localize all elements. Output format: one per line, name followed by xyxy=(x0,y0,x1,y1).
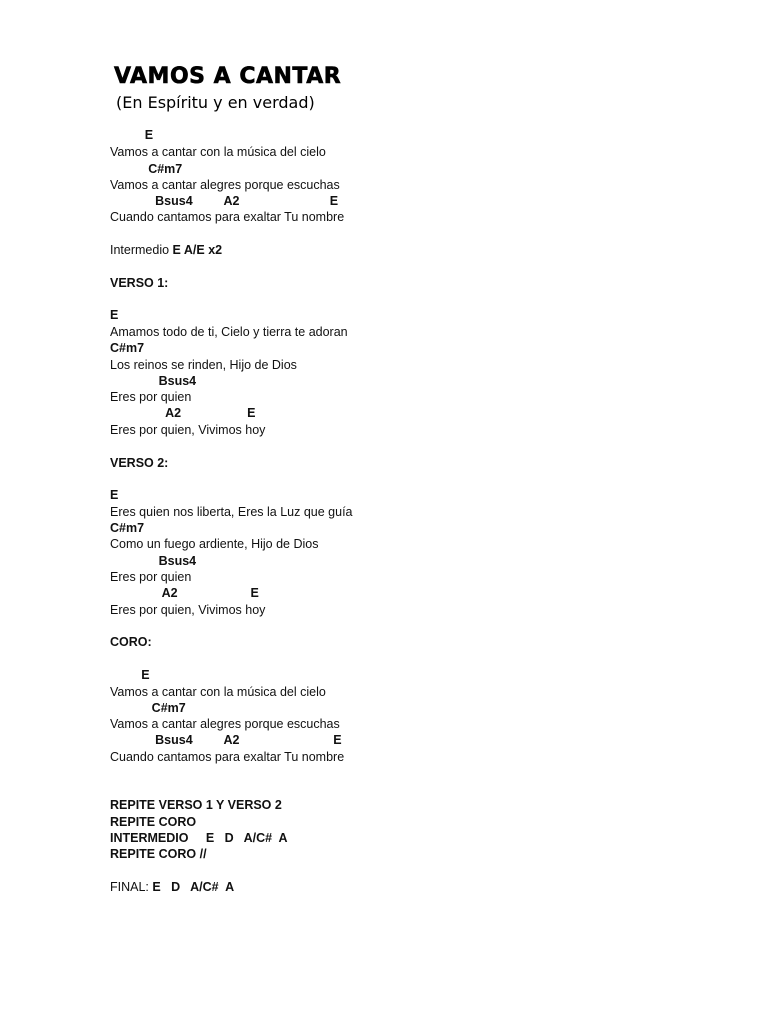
chord-line: E xyxy=(110,308,119,322)
interlude-chords: E A/E x2 xyxy=(172,243,223,257)
lyric-line: Cuando cantamos para exaltar Tu nombre xyxy=(110,750,345,764)
lyric-line: Vamos a cantar alegres porque escuchas xyxy=(110,178,340,192)
lyric-line: Eres por quien xyxy=(110,570,192,584)
chord-line: A2 E xyxy=(110,586,259,600)
lyric-line: Eres por quien, Vivimos hoy xyxy=(110,603,266,617)
chord-line: C#m7 xyxy=(110,341,145,355)
lyric-line: Vamos a cantar con la música del cielo xyxy=(110,685,326,699)
lyric-line: Vamos a cantar alegres porque escuchas xyxy=(110,717,340,731)
final-chords: E D A/C# A xyxy=(152,880,235,894)
repeat-chorus-instruction: REPITE CORO xyxy=(110,815,197,829)
final-label: FINAL: xyxy=(110,880,153,894)
chord-line: A2 E xyxy=(110,406,256,420)
interlude-instruction: INTERMEDIO E D A/C# A xyxy=(110,831,288,845)
verse-1-heading: VERSO 1: xyxy=(110,276,169,290)
chord-line: C#m7 xyxy=(110,521,145,535)
song-subtitle: (En Espíritu y en verdad) xyxy=(116,93,315,112)
lyric-line: Vamos a cantar con la música del cielo xyxy=(110,145,326,159)
final-line xyxy=(110,880,234,894)
chord-line: Bsus4 A2 E xyxy=(110,733,342,747)
repeat-verses-instruction: REPITE VERSO 1 Y VERSO 2 xyxy=(110,798,282,812)
lyric-line: Eres por quien, Vivimos hoy xyxy=(110,423,266,437)
chord-line: Bsus4 A2 E xyxy=(110,194,339,208)
lyric-line: Los reinos se rinden, Hijo de Dios xyxy=(110,358,297,372)
repeat-chorus-double-instruction: REPITE CORO // xyxy=(110,847,207,861)
interlude-line xyxy=(110,243,222,257)
chord-line: E xyxy=(110,668,150,682)
chord-line: E xyxy=(110,128,154,142)
lyric-line: Cuando cantamos para exaltar Tu nombre xyxy=(110,210,345,224)
chord-line: E xyxy=(110,488,119,502)
lyric-line: Eres quien nos liberta, Eres la Luz que guía xyxy=(110,505,353,519)
verse-2-heading: VERSO 2: xyxy=(110,456,169,470)
song-title: VAMOS A CANTAR xyxy=(114,64,342,89)
lyric-line: Como un fuego ardiente, Hijo de Dios xyxy=(110,537,319,551)
lyric-line: Eres por quien xyxy=(110,390,192,404)
chorus-heading: CORO: xyxy=(110,635,152,649)
chord-line: Bsus4 xyxy=(110,374,197,388)
chord-line: C#m7 xyxy=(110,701,186,715)
interlude-label: Intermedio xyxy=(110,243,173,257)
lyric-line: Amamos todo de ti, Cielo y tierra te adoran xyxy=(110,325,348,339)
chord-line: Bsus4 xyxy=(110,554,197,568)
chord-line: C#m7 xyxy=(110,162,183,176)
